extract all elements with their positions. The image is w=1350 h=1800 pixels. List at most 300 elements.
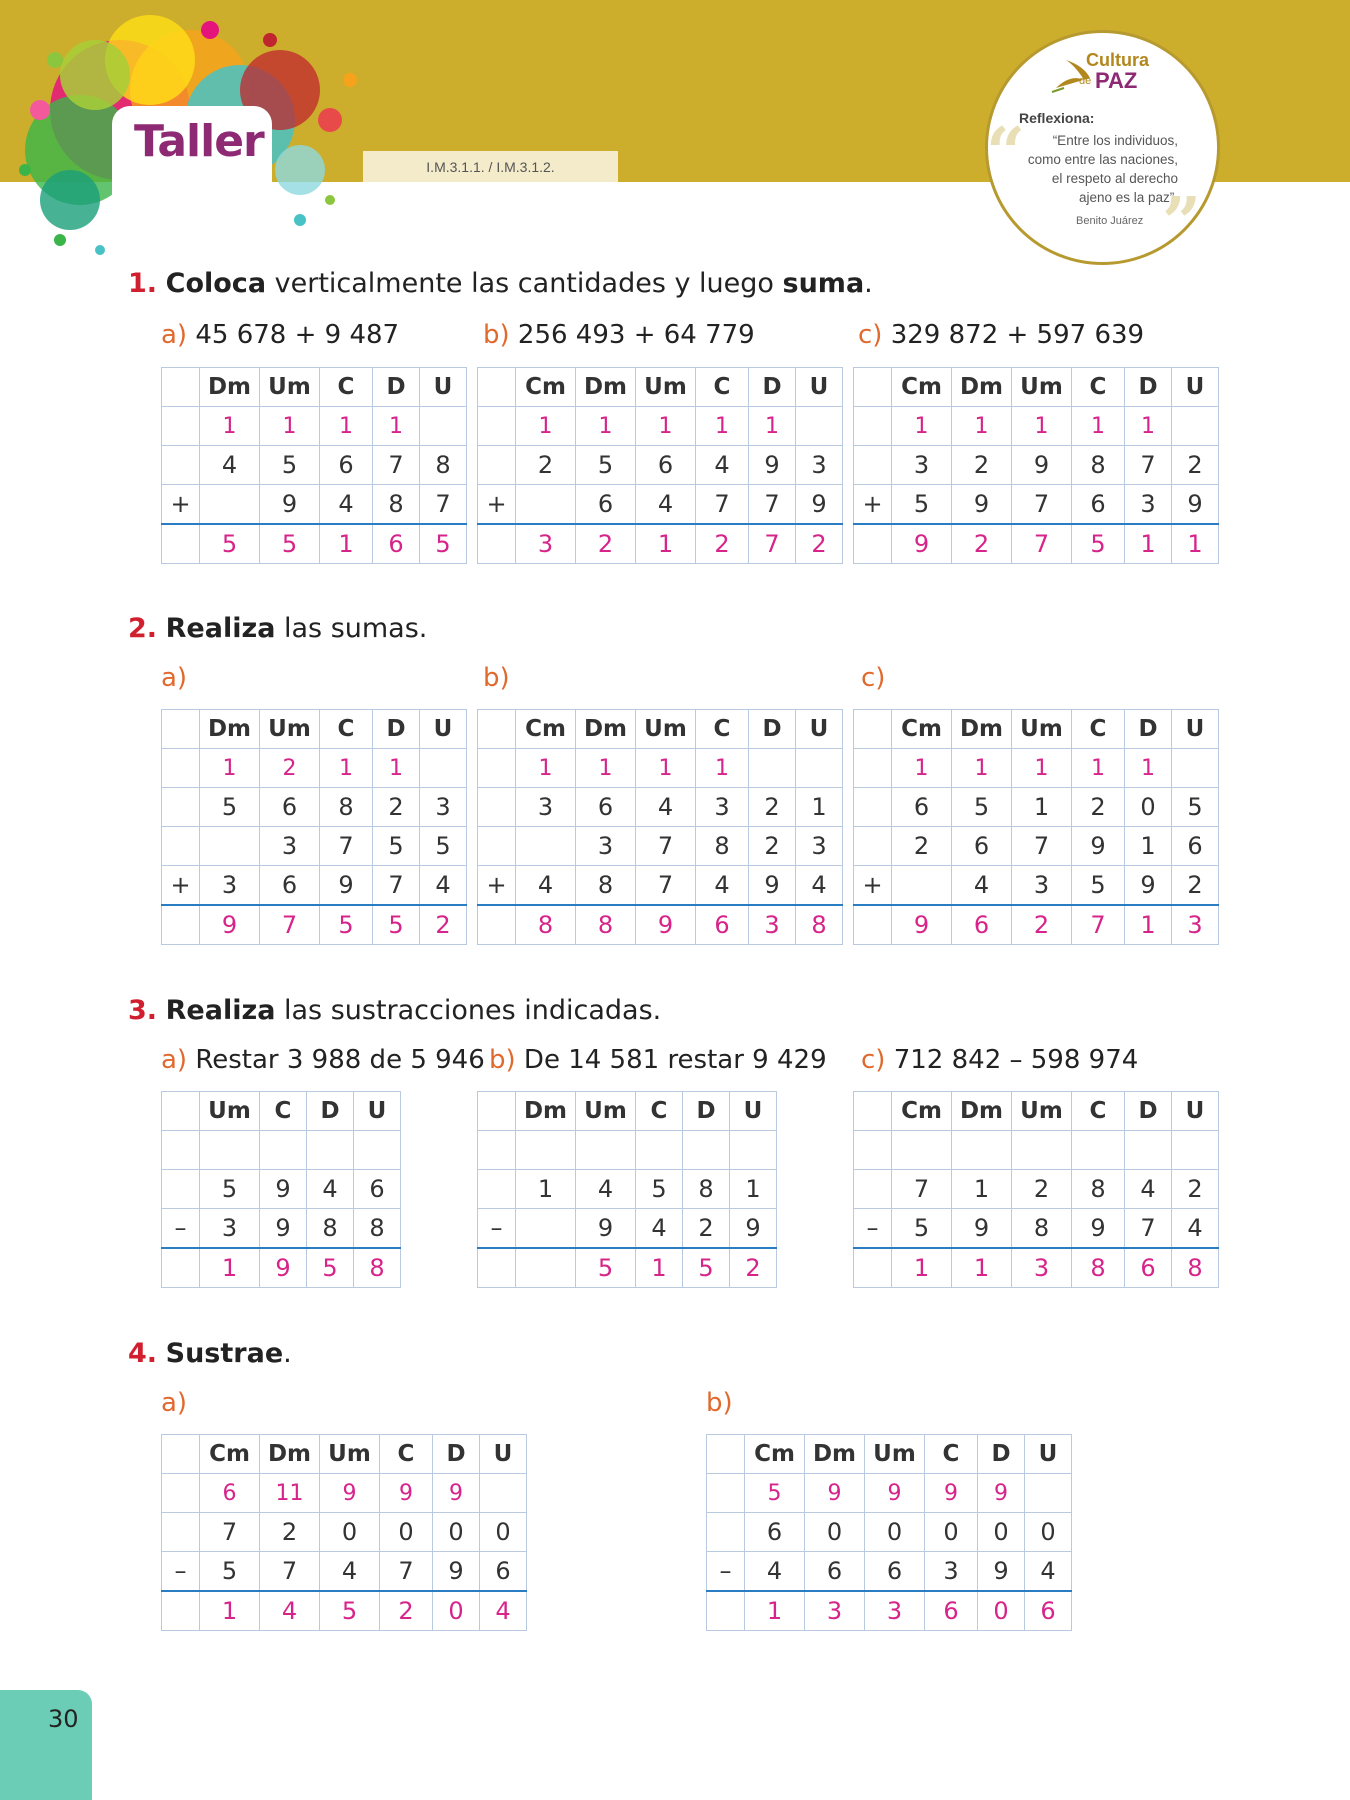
table-row [478, 866, 843, 906]
result-row [162, 905, 467, 945]
exercise-1b-prompt: b) 256 493 + 64 779 [483, 320, 755, 350]
place-value-header: Dm [952, 710, 1012, 749]
digit-cell: 9 [892, 524, 952, 564]
digit-cell [200, 485, 260, 525]
digit-cell: 8 [320, 788, 373, 827]
digit-cell: 7 [380, 1552, 433, 1592]
table-row [162, 1513, 527, 1552]
operator-cell [162, 1248, 200, 1288]
operator-cell [854, 905, 892, 945]
logo-de: de [1079, 75, 1092, 87]
digit-cell: 4 [320, 1552, 380, 1592]
digit-cell: 5 [636, 1170, 683, 1209]
digit-cell: 2 [749, 788, 796, 827]
digit-cell: 1 [952, 1248, 1012, 1288]
table-header-row [707, 1435, 1072, 1474]
digit-cell: 9 [1072, 1209, 1125, 1249]
place-value-header: Um [1012, 368, 1072, 407]
place-value-header: Um [636, 710, 696, 749]
exercise-2b-table [477, 709, 843, 945]
digit-cell: 3 [516, 524, 576, 564]
digit-cell [683, 1131, 730, 1170]
place-value-header: Um [1012, 1092, 1072, 1131]
place-value-header: C [1072, 1092, 1125, 1131]
place-value-header: Um [576, 1092, 636, 1131]
operator-cell [162, 905, 200, 945]
digit-cell: 9 [978, 1474, 1025, 1513]
digit-cell: 8 [354, 1248, 401, 1288]
open-quote-icon: “ [986, 113, 1026, 193]
table-row [162, 749, 467, 788]
digit-cell [576, 1131, 636, 1170]
place-value-header: Um [865, 1435, 925, 1474]
digit-cell: 0 [320, 1513, 380, 1552]
digit-cell: 1 [516, 749, 576, 788]
place-value-header: U [420, 368, 467, 407]
digit-cell: 5 [952, 788, 1012, 827]
exercise-3-heading: 3. Realiza las sustracciones indicadas. [128, 995, 662, 1026]
place-value-header: U [420, 710, 467, 749]
table-row [162, 446, 467, 485]
digit-cell: 6 [1072, 485, 1125, 525]
header-sign-cell [854, 710, 892, 749]
place-value-header: D [1125, 710, 1172, 749]
digit-cell: 4 [260, 1591, 320, 1631]
digit-cell: 3 [1172, 905, 1219, 945]
operator-cell: – [478, 1209, 516, 1249]
digit-cell: 1 [1125, 905, 1172, 945]
place-value-header: Dm [260, 1435, 320, 1474]
header-sign-cell [162, 368, 200, 407]
place-value-header: D [373, 710, 420, 749]
digit-cell: 6 [200, 1474, 260, 1513]
table-row [162, 827, 467, 866]
header-sign-cell [478, 710, 516, 749]
digit-cell: 1 [636, 407, 696, 446]
operator-cell [478, 407, 516, 446]
exercise-4-heading: 4. Sustrae. [128, 1338, 292, 1369]
place-value-header: Dm [200, 368, 260, 407]
exercise-4a-table [161, 1434, 527, 1631]
exercise-4b-prompt: b) [706, 1388, 733, 1418]
operator-cell [707, 1513, 745, 1552]
table-row [162, 1170, 401, 1209]
digit-cell: 1 [320, 407, 373, 446]
digit-cell: 5 [576, 1248, 636, 1288]
exercise-3a-prompt: a) Restar 3 988 de 5 946 [161, 1045, 485, 1075]
digit-cell: 4 [320, 485, 373, 525]
digit-cell: 3 [516, 788, 576, 827]
digit-cell: 3 [749, 905, 796, 945]
place-value-header: Um [636, 368, 696, 407]
place-value-header: Um [320, 1435, 380, 1474]
digit-cell: 9 [200, 905, 260, 945]
digit-cell: 4 [420, 866, 467, 906]
digit-cell: 9 [730, 1209, 777, 1249]
table-row [162, 788, 467, 827]
digit-cell: 9 [320, 866, 373, 906]
operator-cell [478, 905, 516, 945]
digit-cell: 6 [865, 1552, 925, 1592]
digit-cell: 6 [354, 1170, 401, 1209]
digit-cell: 4 [745, 1552, 805, 1592]
digit-cell: 9 [978, 1552, 1025, 1592]
digit-cell [516, 1248, 576, 1288]
place-value-header: U [796, 368, 843, 407]
operator-cell [162, 524, 200, 564]
digit-cell: 1 [952, 407, 1012, 446]
digit-cell: 7 [749, 524, 796, 564]
operator-cell: – [854, 1209, 892, 1249]
header-sign-cell [478, 1092, 516, 1131]
digit-cell: 2 [749, 827, 796, 866]
exercise-1a-table [161, 367, 467, 564]
digit-cell [516, 1131, 576, 1170]
digit-cell: 7 [636, 866, 696, 906]
digit-cell: 6 [892, 788, 952, 827]
digit-cell: 8 [354, 1209, 401, 1249]
table-row [162, 485, 467, 525]
place-value-header: U [796, 710, 843, 749]
digit-cell [1025, 1474, 1072, 1513]
digit-cell: 1 [373, 407, 420, 446]
table-row [707, 1552, 1072, 1592]
place-value-header: Cm [516, 710, 576, 749]
digit-cell: 6 [576, 485, 636, 525]
digit-cell: 9 [576, 1209, 636, 1249]
place-value-header: Dm [576, 710, 636, 749]
digit-cell: 2 [892, 827, 952, 866]
digit-cell: 0 [1025, 1513, 1072, 1552]
digit-cell: 1 [696, 407, 749, 446]
cultura-paz-badge [985, 30, 1220, 265]
table-row [162, 1209, 401, 1249]
digit-cell: 8 [373, 485, 420, 525]
digit-cell: 2 [260, 749, 320, 788]
place-value-header: D [307, 1092, 354, 1131]
digit-cell [892, 866, 952, 906]
digit-cell: 2 [1012, 905, 1072, 945]
place-value-header: Dm [516, 1092, 576, 1131]
digit-cell: 6 [373, 524, 420, 564]
page-number: 30 [48, 1705, 79, 1733]
digit-cell: 9 [433, 1474, 480, 1513]
table-row [478, 485, 843, 525]
place-value-header: D [1125, 368, 1172, 407]
exercise-3c-prompt: c) 712 842 – 598 974 [861, 1045, 1139, 1075]
digit-cell: 8 [576, 905, 636, 945]
digit-cell: 9 [749, 446, 796, 485]
digit-cell: 7 [200, 1513, 260, 1552]
exercise-1c-prompt: c) 329 872 + 597 639 [858, 320, 1145, 350]
table-row [854, 1209, 1219, 1249]
digit-cell [1012, 1131, 1072, 1170]
place-value-header: Cm [200, 1435, 260, 1474]
digit-cell: 4 [307, 1170, 354, 1209]
result-row [478, 524, 843, 564]
header-sign-cell [854, 1092, 892, 1131]
digit-cell [420, 407, 467, 446]
header-sign-cell [478, 368, 516, 407]
place-value-header: C [320, 368, 373, 407]
page-title: Taller [134, 116, 264, 167]
digit-cell: 2 [380, 1591, 433, 1631]
digit-cell: 1 [200, 1248, 260, 1288]
digit-cell: 6 [745, 1513, 805, 1552]
digit-cell: 1 [892, 407, 952, 446]
place-value-header: Cm [516, 368, 576, 407]
operator-cell [854, 749, 892, 788]
digit-cell: 5 [745, 1474, 805, 1513]
logo-paz: PAZ [1095, 68, 1138, 93]
exercise-2a-prompt: a) [161, 663, 188, 693]
operator-cell [854, 827, 892, 866]
table-header-row [162, 1435, 527, 1474]
digit-cell: 9 [636, 905, 696, 945]
place-value-header: Dm [952, 368, 1012, 407]
operator-cell: – [162, 1552, 200, 1592]
exercise-4a-prompt: a) [161, 1388, 188, 1418]
operator-cell: + [162, 866, 200, 906]
digit-cell: 7 [260, 905, 320, 945]
digit-cell: 9 [796, 485, 843, 525]
place-value-header: C [636, 1092, 683, 1131]
operator-cell [162, 1513, 200, 1552]
digit-cell: 0 [1125, 788, 1172, 827]
digit-cell: 8 [1012, 1209, 1072, 1249]
operator-cell: + [854, 485, 892, 525]
operator-cell [478, 524, 516, 564]
digit-cell: 0 [865, 1513, 925, 1552]
digit-cell: 3 [805, 1591, 865, 1631]
digit-cell: 7 [373, 446, 420, 485]
digit-cell: 2 [952, 446, 1012, 485]
operator-cell [162, 749, 200, 788]
exercise-3b-table [477, 1091, 777, 1288]
digit-cell: 5 [320, 905, 373, 945]
exercise-3b-prompt: b) De 14 581 restar 9 429 [489, 1045, 827, 1075]
digit-cell: 5 [260, 524, 320, 564]
operator-cell [478, 749, 516, 788]
place-value-header: U [1172, 1092, 1219, 1131]
digit-cell: 8 [420, 446, 467, 485]
digit-cell: 2 [1172, 866, 1219, 906]
operator-cell [854, 788, 892, 827]
digit-cell: 5 [200, 1552, 260, 1592]
exercise-2b-prompt: b) [483, 663, 510, 693]
digit-cell: 0 [433, 1591, 480, 1631]
operator-cell [162, 446, 200, 485]
operator-cell [162, 1170, 200, 1209]
digit-cell [200, 1131, 260, 1170]
digit-cell: 2 [576, 524, 636, 564]
digit-cell [516, 827, 576, 866]
digit-cell: 1 [1125, 407, 1172, 446]
result-row [854, 524, 1219, 564]
table-header-row [854, 368, 1219, 407]
digit-cell: 1 [576, 407, 636, 446]
operator-cell [478, 1248, 516, 1288]
digit-cell: 1 [1012, 788, 1072, 827]
digit-cell: 6 [480, 1552, 527, 1592]
header-sign-cell [162, 710, 200, 749]
digit-cell: 1 [200, 1591, 260, 1631]
table-row [854, 749, 1219, 788]
result-row [162, 1248, 401, 1288]
digit-cell: 4 [1172, 1209, 1219, 1249]
exercise-3a-table [161, 1091, 401, 1288]
table-header-row [162, 368, 467, 407]
place-value-header: Um [260, 710, 320, 749]
digit-cell: 9 [380, 1474, 433, 1513]
table-row [478, 1170, 777, 1209]
digit-cell: 3 [892, 446, 952, 485]
place-value-header: Dm [576, 368, 636, 407]
table-row [478, 1131, 777, 1170]
result-row [854, 905, 1219, 945]
digit-cell: 8 [1072, 446, 1125, 485]
digit-cell: 5 [260, 446, 320, 485]
digit-cell: 1 [745, 1591, 805, 1631]
operator-cell [162, 827, 200, 866]
digit-cell: 1 [260, 407, 320, 446]
digit-cell: 5 [1172, 788, 1219, 827]
digit-cell: 0 [380, 1513, 433, 1552]
place-value-header: C [380, 1435, 433, 1474]
digit-cell: 7 [1072, 905, 1125, 945]
digit-cell: 8 [1172, 1248, 1219, 1288]
digit-cell: 8 [683, 1170, 730, 1209]
digit-cell [420, 749, 467, 788]
place-value-header: U [1172, 710, 1219, 749]
result-row [162, 524, 467, 564]
operator-cell [854, 407, 892, 446]
digit-cell: 1 [696, 749, 749, 788]
digit-cell: 9 [749, 866, 796, 906]
digit-cell [796, 407, 843, 446]
digit-cell: 1 [200, 749, 260, 788]
digit-cell: 1 [373, 749, 420, 788]
digit-cell: 5 [200, 788, 260, 827]
digit-cell: 3 [925, 1552, 978, 1592]
digit-cell [1125, 1131, 1172, 1170]
place-value-header: Um [200, 1092, 260, 1131]
digit-cell: 7 [260, 1552, 320, 1592]
digit-cell: 1 [200, 407, 260, 446]
digit-cell: 4 [696, 866, 749, 906]
digit-cell [200, 827, 260, 866]
digit-cell: 1 [636, 524, 696, 564]
digit-cell: 1 [576, 749, 636, 788]
digit-cell: 1 [730, 1170, 777, 1209]
operator-cell [854, 446, 892, 485]
digit-cell: 1 [1012, 407, 1072, 446]
table-row [707, 1513, 1072, 1552]
digit-cell: 5 [373, 905, 420, 945]
digit-cell: 8 [307, 1209, 354, 1249]
operator-cell [478, 1170, 516, 1209]
digit-cell: 1 [749, 407, 796, 446]
place-value-header: U [480, 1435, 527, 1474]
place-value-header: D [1125, 1092, 1172, 1131]
table-row [162, 1552, 527, 1592]
quote-author: Benito Juárez [1076, 215, 1144, 227]
place-value-header: C [696, 368, 749, 407]
digit-cell [516, 485, 576, 525]
digit-cell: 4 [696, 446, 749, 485]
operator-cell [478, 446, 516, 485]
digit-cell: 9 [260, 1170, 307, 1209]
place-value-header: D [749, 710, 796, 749]
table-row [854, 446, 1219, 485]
place-value-header: D [978, 1435, 1025, 1474]
digit-cell: 6 [636, 446, 696, 485]
exercise-2c-table [853, 709, 1219, 945]
digit-cell: 9 [805, 1474, 865, 1513]
digit-cell: 2 [516, 446, 576, 485]
digit-cell [307, 1131, 354, 1170]
digit-cell: 5 [373, 827, 420, 866]
digit-cell: 5 [307, 1248, 354, 1288]
table-row [478, 446, 843, 485]
digit-cell: 4 [636, 788, 696, 827]
digit-cell: 6 [1025, 1591, 1072, 1631]
digit-cell: 5 [200, 1170, 260, 1209]
digit-cell [796, 749, 843, 788]
digit-cell: 9 [925, 1474, 978, 1513]
digit-cell: 1 [796, 788, 843, 827]
digit-cell: 3 [865, 1591, 925, 1631]
digit-cell: 7 [1125, 1209, 1172, 1249]
digit-cell: 8 [1072, 1170, 1125, 1209]
exercise-4b-table [706, 1434, 1072, 1631]
digit-cell: 4 [636, 1209, 683, 1249]
digit-cell: 7 [1012, 485, 1072, 525]
digit-cell: 7 [1125, 446, 1172, 485]
indicator-code: I.M.3.1.1. / I.M.3.1.2. [363, 151, 618, 182]
place-value-header: Cm [892, 368, 952, 407]
digit-cell: 4 [516, 866, 576, 906]
result-row [478, 1248, 777, 1288]
digit-cell: 6 [952, 827, 1012, 866]
digit-cell: 0 [480, 1513, 527, 1552]
operator-cell [162, 1131, 200, 1170]
digit-cell: 8 [576, 866, 636, 906]
digit-cell: 1 [1125, 524, 1172, 564]
place-value-header: Um [260, 368, 320, 407]
operator-cell [162, 1474, 200, 1513]
place-value-header: C [925, 1435, 978, 1474]
digit-cell: 1 [952, 1170, 1012, 1209]
digit-cell: 4 [480, 1591, 527, 1631]
digit-cell [636, 1131, 683, 1170]
digit-cell: 1 [1172, 524, 1219, 564]
digit-cell: 4 [636, 485, 696, 525]
exercise-2a-table [161, 709, 467, 945]
digit-cell: 5 [576, 446, 636, 485]
digit-cell: 9 [433, 1552, 480, 1592]
place-value-header: U [1172, 368, 1219, 407]
digit-cell: 5 [1072, 866, 1125, 906]
digit-cell: 0 [978, 1591, 1025, 1631]
table-row [854, 1131, 1219, 1170]
digit-cell: 6 [925, 1591, 978, 1631]
place-value-header: Dm [805, 1435, 865, 1474]
result-row [854, 1248, 1219, 1288]
digit-cell: 3 [420, 788, 467, 827]
place-value-header: Dm [952, 1092, 1012, 1131]
digit-cell: 7 [636, 827, 696, 866]
